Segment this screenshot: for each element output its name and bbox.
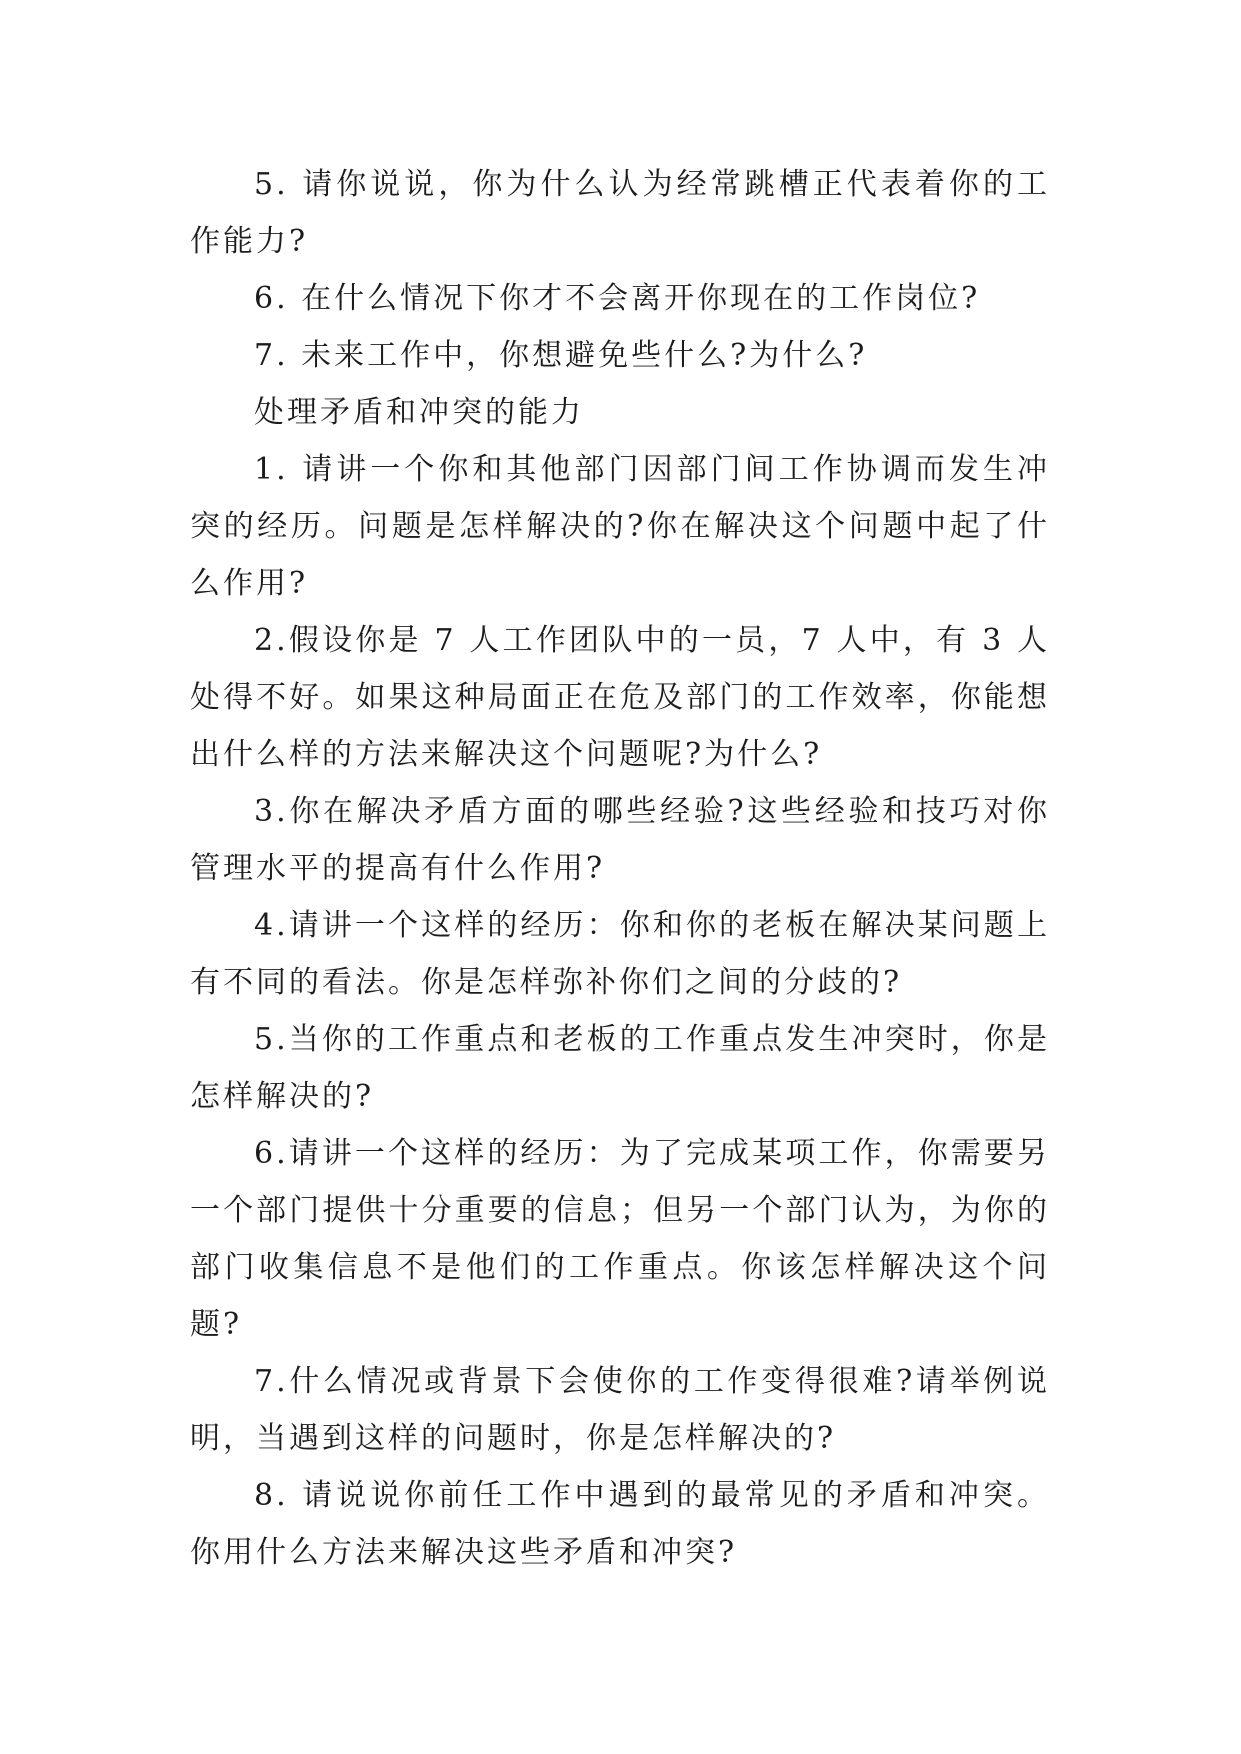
question-paragraph: 4.请讲一个这样的经历：你和你的老板在解决某问题上有不同的看法。你是怎样弥补你们之间的分歧的?	[190, 908, 1050, 1000]
question-paragraph: 5.当你的工作重点和老板的工作重点发生冲突时，你是怎样解决的?	[190, 1022, 1050, 1114]
question-paragraph: 1. 请讲一个你和其他部门因部门间工作协调而发生冲突的经历。问题是怎样解决的?你在解决这个问题中起了什么作用?	[190, 452, 1050, 601]
question-paragraph: 8. 请说说你前任工作中遇到的最常见的矛盾和冲突。你用什么方法来解决这些矛盾和冲突?	[190, 1478, 1050, 1570]
question-paragraph: 6. 在什么情况下你才不会离开你现在的工作岗位?	[254, 281, 981, 316]
question-paragraph: 5. 请你说说，你为什么认为经常跳槽正代表着你的工作能力?	[190, 167, 1050, 259]
question-paragraph: 2.假设你是 7 人工作团队中的一员，7 人中，有 3 人处得不好。如果这种局面正在危及部门的工作效率，你能想出什么样的方法来解决这个问题呢?为什么?	[190, 623, 1050, 772]
question-paragraph: 6.请讲一个这样的经历：为了完成某项工作，你需要另一个部门提供十分重要的信息；但另一个部门认为，为你的部门收集信息不是他们的工作重点。你该怎样解决这个问题?	[190, 1136, 1050, 1342]
question-paragraph: 7.什么情况或背景下会使你的工作变得很难?请举例说明，当遇到这样的问题时，你是怎样解决的?	[190, 1364, 1050, 1456]
question-paragraph: 7. 未来工作中，你想避免些什么?为什么?	[254, 338, 868, 373]
question-paragraph: 3.你在解决矛盾方面的哪些经验?这些经验和技巧对你管理水平的提高有什么作用?	[190, 794, 1050, 886]
document-body	[190, 156, 1050, 1581]
section-heading: 处理矛盾和冲突的能力	[254, 395, 584, 430]
